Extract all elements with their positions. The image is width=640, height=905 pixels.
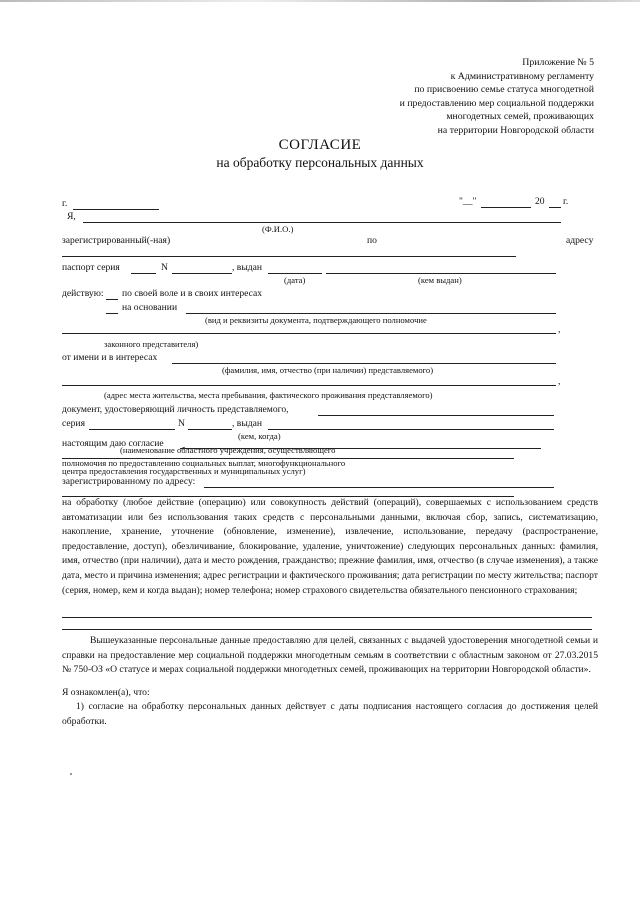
issued2-field[interactable]: [268, 429, 554, 430]
city-field[interactable]: [73, 209, 159, 210]
processing-paragraph: на обработку (любое действие (операцию) или совокупность действий (операций), совершаемых с использованием средств автоматизации или без использования таких средств с персональными данными, включая сбор, запись, систематизацию, накопление, хранение, уточнение (обновление, изменение), извлечение, использование, передачу (распространение, предоставление, доступ), обезличивание, блокирование, удаление, уничтожение) следующих персональных данных: фамилия, имя, отчество (при наличии), дата и место рождения, гражданство; прежние фамилия, имя, отчество (в случае изменения), а также дата, место и причина изменения; адрес регистрации и фактического проживания; дата регистрации по месту жительства; паспорт (серия, номер, кем и когда выдан); номер телефона; номер страхового свидетельства обязательного пенсионного страхования;: [62, 497, 598, 596]
passport-number-label: N: [161, 262, 168, 273]
appendix-line: многодетных семей, проживающих: [446, 111, 594, 123]
aware-label: Я ознакомлен(а), что:: [62, 687, 150, 698]
fio-hint: (Ф.И.О.): [262, 224, 294, 234]
date-hint: (дата): [284, 275, 306, 285]
acting-label: действую:: [62, 288, 104, 299]
series-label: серия: [62, 418, 85, 429]
purpose-paragraph: Вышеуказанные персональные данные предоставляю для целей, связанных с выдачей удостоверения многодетной семьи и справки на предоставление мер социальной поддержки многодетным семьям в соответствии с областным законом от 27.03.2015 № 750-ОЗ «О статусе и мерах социальной поддержки многодетных семей, проживающих на территории Новгородской области».: [62, 635, 598, 676]
registered-address-field[interactable]: [62, 256, 516, 257]
year-suffix: г.: [563, 196, 569, 207]
hereby-label: настоящим даю согласие: [62, 438, 164, 449]
on-behalf-label: от имени и в интересах: [62, 352, 158, 363]
year-prefix: 20: [535, 196, 545, 207]
on-basis-label: на основании: [122, 302, 178, 313]
passport-series-field[interactable]: [131, 273, 156, 274]
issued-label: , выдан: [232, 262, 263, 273]
month-field[interactable]: [481, 207, 531, 208]
city-label: г.: [62, 198, 68, 209]
number-field[interactable]: [188, 429, 232, 430]
comma: ,: [558, 376, 561, 387]
id-document-field[interactable]: [318, 415, 554, 416]
document-subtitle: на обработку персональных данных: [216, 155, 424, 170]
basis-document-field-2[interactable]: [62, 333, 556, 334]
appendix-line: по присвоению семье статуса многодетной: [414, 84, 594, 96]
address-hint: (адрес места жительства, места пребывания, фактического проживания представляемого): [104, 390, 433, 400]
institution-address-field[interactable]: [204, 487, 554, 488]
appendix-line: и предоставлению мер социальной поддержки: [399, 97, 594, 109]
appendix-line: к Административному регламенту: [450, 70, 594, 82]
issued-by-hint: (кем выдан): [418, 275, 462, 285]
series-field[interactable]: [89, 429, 175, 430]
appendix-line: на территории Новгородской области: [437, 124, 594, 136]
reg-address-label: зарегистрированному по адресу:: [62, 476, 196, 487]
po-label: по: [367, 235, 377, 246]
i-label: Я,: [67, 211, 76, 222]
represented-address-field[interactable]: [62, 385, 556, 386]
legal-rep-hint: законного представителя): [104, 339, 199, 349]
issue-date-field[interactable]: [268, 273, 322, 274]
item-1: 1) согласие на обработку персональных данных действует с даты подписания настоящего согласия до достижения целей обработки.: [62, 701, 598, 727]
address-word: адресу: [566, 235, 594, 246]
issued-by-field[interactable]: [326, 273, 556, 274]
document-title: СОГЛАСИЕ: [278, 137, 362, 153]
day-label: "__": [459, 196, 477, 207]
appendix-header: [400, 56, 594, 138]
id-document-label: документ, удостоверяющий личность представляемого,: [62, 404, 289, 415]
own-will-label: по своей воле и в своих интересах: [122, 288, 263, 299]
institution-hint: (наименование областного учреждения, осуществляющего: [120, 445, 336, 455]
powers-hint: полномочия по предоставлению социальных выплат, многофункционального: [62, 458, 346, 468]
registered-label: зарегистрированный(-ная): [62, 235, 171, 246]
scan-edge: [0, 0, 640, 2]
number-label: N: [178, 418, 185, 429]
year-field[interactable]: [549, 207, 561, 208]
issued2-label: , выдан: [232, 418, 263, 429]
comma: ,: [558, 324, 561, 335]
passport-number-field[interactable]: [172, 273, 232, 274]
passport-series-label: паспорт серия: [62, 262, 120, 273]
extra-data-field[interactable]: [62, 617, 592, 618]
on-basis-checkbox[interactable]: [106, 313, 118, 314]
scan-speck: [70, 773, 72, 775]
own-will-checkbox[interactable]: [106, 299, 118, 300]
appendix-line: Приложение № 5: [522, 57, 594, 68]
extra-data-field-2[interactable]: [62, 629, 592, 630]
fio-field[interactable]: [83, 222, 561, 223]
represented-hint: (фамилия, имя, отчество (при наличии) представляемого): [222, 365, 434, 375]
who-when-hint: (кем, когда): [238, 431, 281, 441]
represented-fio-field[interactable]: [172, 363, 556, 364]
center-hint: центра предоставления государственных и муниципальных услуг): [62, 466, 306, 476]
document-hint: (вид и реквизиты документа, подтверждающего полномочие: [205, 315, 427, 325]
basis-document-field[interactable]: [186, 313, 556, 314]
